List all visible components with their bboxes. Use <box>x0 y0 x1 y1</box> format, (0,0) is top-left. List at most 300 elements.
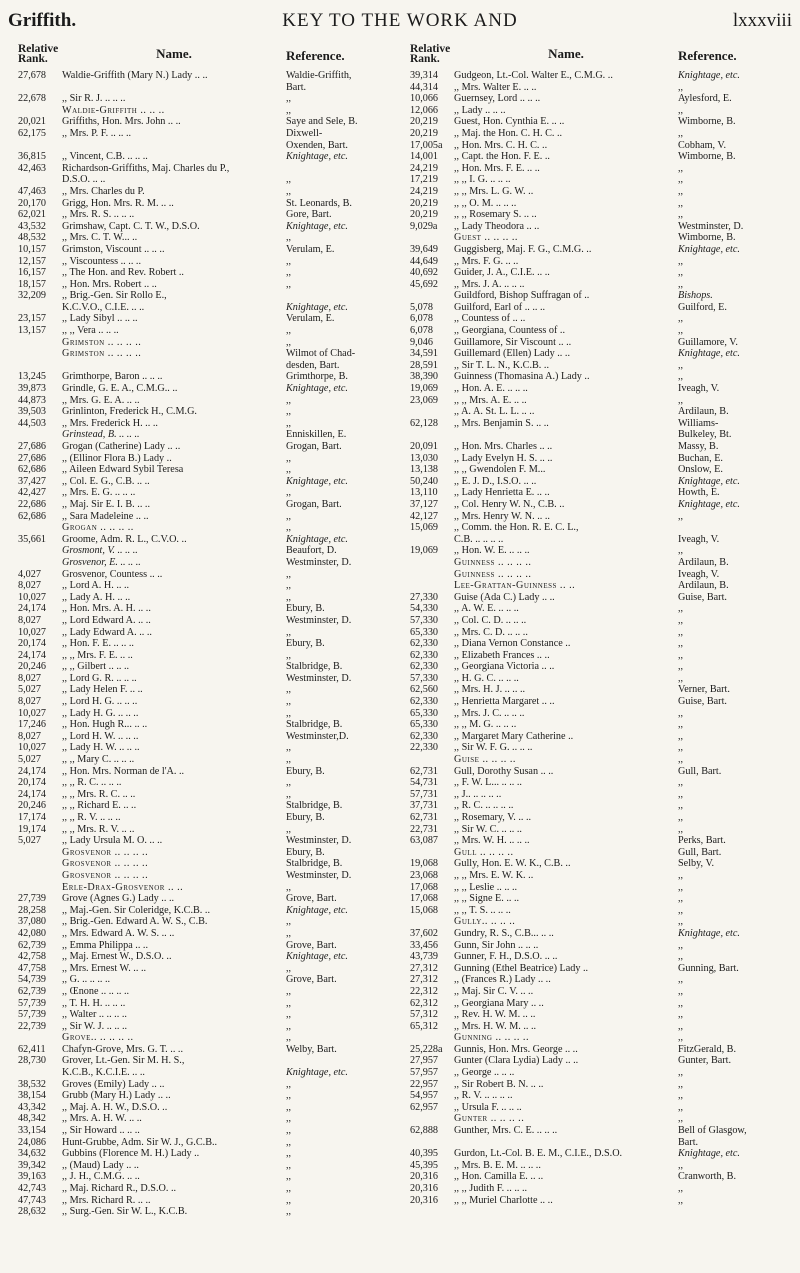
entry-reference: ,, <box>678 394 684 406</box>
header-title: KEY TO THE WORK AND <box>282 10 518 31</box>
entry-row <box>18 221 398 233</box>
entry-rank: 65,330 <box>410 719 439 731</box>
entry-row <box>18 684 398 696</box>
entry-name: Gunther, Mrs. C. E. .. .. .. <box>454 1125 558 1137</box>
entry-reference: Bart. <box>286 81 307 93</box>
entry-row <box>410 940 790 952</box>
entry-row <box>18 1032 398 1044</box>
entry-name <box>454 1137 678 1149</box>
entry-name: Chafyn-Grove, Mrs. G. T. .. .. <box>62 1043 184 1055</box>
entry-name: Gull .. .. .. .. <box>454 846 514 858</box>
entry-row <box>410 70 790 82</box>
entry-rank: 19,069 <box>410 545 439 557</box>
entry-rank <box>410 580 454 592</box>
entry-rank <box>18 870 62 882</box>
entry-name: Grover, Lt.-Gen. Sir M. H. S., <box>62 1055 185 1067</box>
entry-name: ,, Mrs. Charles du P. <box>62 185 145 197</box>
entry-rank: 22,678 <box>18 93 47 105</box>
entry-rank: 38,532 <box>18 1078 47 1090</box>
entry-reference: Ardilaun, B. <box>678 556 729 568</box>
entry-name: ,, Mrs. B. E. M. .. .. .. <box>454 1159 541 1171</box>
entry-reference: ,, <box>286 1009 292 1021</box>
entry-row <box>410 279 790 291</box>
entry-row <box>410 371 790 383</box>
entry-reference: ,, <box>678 881 684 893</box>
entry-row <box>18 70 398 82</box>
entry-name: ,, Col. Henry W. N., C.B. .. <box>454 498 565 510</box>
entry-reference: Verner, Bart. <box>678 684 730 696</box>
entry-name: ,, ,, Mrs. R. C. .. .. <box>62 788 136 800</box>
entry-row <box>18 163 398 175</box>
entry-reference: Perks, Bart. <box>678 835 726 847</box>
entry-reference: Stalbridge, B. <box>286 661 343 673</box>
entry-row <box>18 545 398 557</box>
entry-name: Waldie-Griffith .. .. .. <box>62 104 165 116</box>
header-left-word: Griffith. <box>8 10 77 31</box>
entry-row <box>18 1113 398 1125</box>
entry-reference: ,, <box>286 510 292 522</box>
entry-name: ,, Sir R. J. .. .. .. <box>62 93 126 105</box>
page-number: lxxxviii <box>732 10 792 31</box>
entry-rank: 42,463 <box>18 162 47 174</box>
entry-name: ,, ,, Richard E. .. .. <box>62 800 137 812</box>
entry-rank: 20,219 <box>410 116 439 128</box>
entry-row <box>410 464 790 476</box>
entry-reference: Ardilaun, B. <box>678 406 729 418</box>
entry-rank <box>410 290 454 302</box>
entry-name: ,, Vincent, C.B. .. .. .. <box>62 151 148 163</box>
entry-row <box>18 882 398 894</box>
entry-rank: 8,027 <box>18 614 41 626</box>
entry-reference <box>678 522 790 534</box>
entry-row <box>18 476 398 488</box>
entry-rank: 62,128 <box>410 417 439 429</box>
entry-rank <box>410 916 454 928</box>
entry-rank: 6,078 <box>410 325 433 337</box>
entry-name: ,, Lady H. W. .. .. .. <box>62 742 140 754</box>
entry-name: ,, Viscountess .. .. .. <box>62 255 142 267</box>
entry-reference: ,, <box>678 1113 684 1125</box>
entry-name: Grosvenor, Countess .. .. <box>62 568 163 580</box>
entry-name: ,, ,, Signe E. .. .. <box>454 893 520 905</box>
entry-rank: 20,246 <box>18 661 47 673</box>
entry-rank: 44,503 <box>18 417 47 429</box>
entry-name: ,, ,, O. M. .. .. .. <box>454 197 517 209</box>
entry-rank <box>410 1113 454 1125</box>
entry-row <box>410 441 790 453</box>
entry-name: ,, Sir W. J. .. .. .. <box>62 1020 128 1032</box>
entry-row <box>18 1148 398 1160</box>
entry-reference: Bart. <box>678 1136 699 1148</box>
entry-reference: ,, <box>678 614 684 626</box>
entry-name: ,, ,, Mrs. F. E. .. .. <box>62 649 133 661</box>
entry-reference: ,, <box>678 1032 684 1044</box>
entry-name: ,, Mrs. P. F. .. .. .. <box>62 127 132 139</box>
entry-row <box>18 534 398 546</box>
entry-rank: 62,731 <box>410 812 439 823</box>
entry-row <box>18 905 398 917</box>
entry-name: ,, ,, Mrs. R. V. .. .. <box>62 823 135 835</box>
entry-row <box>18 557 398 569</box>
entry-name: ,, Comm. the Hon. R. E. C. L., <box>454 522 579 534</box>
entry-name: ,, ,, Gwendolen F. M... <box>454 464 546 476</box>
entry-rank: 27,312 <box>410 962 439 974</box>
entry-reference: Oxenden, Bart. <box>286 139 348 151</box>
entry-name: ,, Mrs. Ernest W. .. .. <box>62 962 147 974</box>
entry-row <box>18 615 398 627</box>
entry-name: Guillamore, Sir Viscount .. .. <box>454 336 572 348</box>
entry-reference: ,, <box>678 1090 684 1102</box>
entry-row <box>410 882 790 894</box>
entry-row <box>410 951 790 963</box>
entry-rank: 6,078 <box>410 313 433 325</box>
entry-row <box>410 534 790 546</box>
entry-row <box>18 441 398 453</box>
entry-reference: Grove, Bart. <box>286 974 337 986</box>
entry-name: Guillemard (Ellen) Lady .. .. <box>454 348 570 360</box>
entry-reference: Verulam, E. <box>286 313 335 325</box>
entry-reference: ,, <box>678 1078 684 1090</box>
entry-reference: Buchan, E. <box>678 452 723 464</box>
entry-row <box>18 1195 398 1207</box>
entry-name: ,, Mrs. Richard R. .. .. <box>62 1194 151 1206</box>
entry-reference: Knightage, etc. <box>286 1067 348 1079</box>
entry-row <box>410 256 790 268</box>
entry-row <box>410 766 790 778</box>
entry-row <box>18 719 398 731</box>
entry-name: ,, Mrs. Henry W. N. .. .. <box>454 510 550 522</box>
entry-name: ,, The Hon. and Rev. Robert .. <box>62 267 184 279</box>
entry-name: ,, ,, Mrs. E. W. K. .. <box>454 869 534 881</box>
rank-header: Relative Rank. <box>18 43 59 65</box>
entry-name <box>62 360 286 372</box>
entry-rank: 32,209 <box>18 290 47 302</box>
entry-row <box>18 209 398 221</box>
entry-rank: 20,316 <box>410 1194 439 1206</box>
entry-row <box>18 511 398 523</box>
entry-row <box>18 1055 398 1067</box>
entry-row <box>18 93 398 105</box>
entry-rank: 9,029a <box>410 220 438 232</box>
entry-rank: 24,086 <box>18 1136 47 1148</box>
entry-row <box>410 453 790 465</box>
entry-rank <box>18 82 62 94</box>
entry-name: ,, Brig.-Gen. Sir Rollo E., <box>62 290 167 302</box>
entry-reference: ,, <box>286 962 292 974</box>
entry-reference: Waldie-Griffith, <box>286 70 352 81</box>
entry-name: ,, Hon. Mrs. F. E. .. .. <box>454 162 540 174</box>
entry-reference: ,, <box>678 754 684 766</box>
entry-rank: 57,739 <box>18 1009 47 1021</box>
entry-name: D.S.O. .. .. <box>62 174 106 186</box>
entry-rank: 42,080 <box>18 927 47 939</box>
entry-row <box>410 313 790 325</box>
entry-name: Grubb (Mary H.) Lady .. .. <box>62 1090 171 1102</box>
entry-row <box>410 569 790 581</box>
entry-row <box>18 800 398 812</box>
entry-reference: Onslow, E. <box>678 464 723 476</box>
entry-rank: 34,591 <box>410 348 439 360</box>
entry-rank: 27,739 <box>18 893 47 905</box>
entry-reference: ,, <box>286 696 292 708</box>
entry-name: Gunner, F. H., D.S.O. .. .. <box>454 951 558 963</box>
entry-rank <box>18 1032 62 1044</box>
entry-row <box>410 974 790 986</box>
entry-reference: Grogan, Bart. <box>286 441 342 452</box>
entry-reference: Westminster, D. <box>286 835 352 847</box>
entry-rank: 22,731 <box>410 823 439 835</box>
entry-rank: 5,078 <box>410 301 433 313</box>
entry-rank: 38,154 <box>18 1090 47 1102</box>
entry-reference: Knightage, etc. <box>286 904 348 916</box>
column-headers <box>410 44 790 68</box>
entry-name: ,, Lady Edward A. .. .. <box>62 626 152 638</box>
entry-rank: 13,030 <box>410 452 439 464</box>
entry-row <box>410 1195 790 1207</box>
entry-name: Lee-Grattan-Guinness .. .. <box>454 580 576 592</box>
entry-rank <box>18 348 62 360</box>
entry-row <box>18 464 398 476</box>
entry-name: ,, ,, Judith F. .. .. .. <box>454 1183 528 1194</box>
entry-name: ,, ,, M. G. .. .. .. <box>454 719 517 731</box>
entry-reference: Aylesford, E. <box>678 93 732 105</box>
entry-reference: ,, <box>286 777 292 789</box>
entry-rank: 39,314 <box>410 70 439 81</box>
entry-name: ,, Col. C. D. .. .. .. <box>454 614 527 626</box>
entry-row <box>18 244 398 256</box>
entry-name: Grosvenor .. .. .. .. <box>62 858 149 870</box>
entry-reference <box>286 163 398 175</box>
entry-rank: 38,390 <box>410 371 439 383</box>
entry-row <box>18 592 398 604</box>
entry-name: ,, Emma Philippa .. .. <box>62 939 149 951</box>
entry-rank <box>410 232 454 244</box>
entry-name: ,, J.. .. .. .. .. <box>454 788 502 800</box>
entry-rank: 17,005a <box>410 139 443 151</box>
entry-name: Grove.. .. .. .. .. <box>62 1032 134 1044</box>
entry-reference: ,, <box>678 1067 684 1079</box>
entry-name: Guider, J. A., C.I.E. .. .. <box>454 267 550 279</box>
entry-reference: ,, <box>286 522 292 534</box>
entry-rank: 54,739 <box>18 974 47 986</box>
entry-name: ,, Lady .. .. .. <box>454 104 506 116</box>
entry-rank: 45,692 <box>410 278 439 290</box>
entry-rank: 42,427 <box>18 487 47 499</box>
right-column <box>410 44 790 1206</box>
entry-row <box>410 673 790 685</box>
entry-rank: 33,456 <box>410 939 439 951</box>
entry-rank: 62,312 <box>410 997 439 1009</box>
entry-name: ,, Rev. H. W. M. .. .. <box>454 1009 536 1021</box>
entry-row <box>18 1160 398 1172</box>
entry-rank: 57,330 <box>410 614 439 626</box>
entry-reference: Guise, Bart. <box>678 696 727 708</box>
entry-reference: ,, <box>678 638 684 650</box>
entry-rank <box>18 847 62 859</box>
entry-rank: 27,957 <box>410 1055 439 1067</box>
entry-row <box>410 731 790 743</box>
entry-rank: 24,174 <box>18 788 47 800</box>
entry-name: ,, Hon. A. E. .. .. .. <box>454 383 528 395</box>
entry-row <box>410 1067 790 1079</box>
entry-reference: Grove, Bart. <box>286 893 337 905</box>
entry-reference: Verulam, E. <box>286 243 335 255</box>
entry-rank <box>18 360 62 372</box>
entry-name: ,, Hon. Mrs. A. H. .. .. <box>62 603 151 615</box>
entry-rank: 62,330 <box>410 649 439 661</box>
entry-row <box>410 1125 790 1137</box>
entry-rank: 44,314 <box>410 81 439 93</box>
entry-reference: ,, <box>678 1194 684 1206</box>
entry-reference: ,, <box>286 754 292 766</box>
entry-row <box>18 766 398 778</box>
entry-row <box>410 302 790 314</box>
entry-row <box>410 905 790 917</box>
entry-name: Waldie-Griffith (Mary N.) Lady .. .. <box>62 70 208 81</box>
entry-name: ,, Lady Theodora .. .. <box>454 220 540 232</box>
entry-reference: Bulkeley, Bt. <box>678 429 732 441</box>
entry-row <box>18 1044 398 1056</box>
entry-reference: Williams- <box>678 417 719 429</box>
entry-row <box>410 650 790 662</box>
entry-reference: Guise, Bart. <box>678 591 727 603</box>
entry-name: Groves (Emily) Lady .. .. <box>62 1078 165 1090</box>
entry-name: ,, Ursula F. .. .. .. <box>454 1101 522 1113</box>
entry-rank: 47,743 <box>18 1194 47 1206</box>
entry-reference: Saye and Sele, B. <box>286 116 358 128</box>
entry-row <box>18 337 398 349</box>
entry-rank: 62,175 <box>18 127 47 139</box>
entry-name <box>62 82 286 94</box>
entry-rank: 63,087 <box>410 835 439 847</box>
entry-name: ,, Mrs. G. E. A. .. .. <box>62 394 140 406</box>
entry-reference: ,, <box>286 1171 292 1183</box>
entry-reference: Dixwell- <box>286 127 323 139</box>
entry-rank <box>18 174 62 186</box>
entry-name: ,, ,, Muriel Charlotte .. .. <box>454 1194 553 1206</box>
entry-rank: 27,330 <box>410 591 439 603</box>
entry-rank: 65,330 <box>410 626 439 638</box>
entry-row <box>18 186 398 198</box>
entry-rank: 50,240 <box>410 475 439 487</box>
entry-name: Gudgeon, Lt.-Col. Walter E., C.M.G. .. <box>454 70 613 81</box>
entry-reference: ,, <box>286 1159 292 1171</box>
entry-rank: 27,686 <box>18 452 47 464</box>
entry-name: ,, Mrs. J. C. .. .. .. <box>454 707 525 719</box>
entry-row <box>410 580 790 592</box>
entry-row <box>18 1206 398 1218</box>
entry-row <box>18 1067 398 1079</box>
entry-reference: ,, <box>286 916 292 928</box>
entry-name: ,, E. J. D., I.S.O. .. .. <box>454 475 537 487</box>
entry-name: Richardson-Griffiths, Maj. Charles du P., <box>62 162 230 174</box>
entry-reference: ,, <box>286 591 292 603</box>
entry-reference: ,, <box>678 185 684 197</box>
entry-rank: 10,027 <box>18 707 47 719</box>
entry-row <box>18 1102 398 1114</box>
entry-name: ,, ,, I. G. .. .. .. <box>454 174 511 186</box>
entry-rank: 62,739 <box>18 985 47 997</box>
entry-row <box>18 105 398 117</box>
right-entries <box>410 70 790 1206</box>
entry-rank: 4,027 <box>18 568 41 580</box>
entry-name: ,, Maj.-Gen. Sir Coleridge, K.C.B. .. <box>62 904 210 916</box>
entry-row <box>410 209 790 221</box>
entry-reference: Enniskillen, E. <box>286 429 347 441</box>
entry-reference: Knightage, etc. <box>286 220 348 232</box>
entry-name: Guilford, Earl of .. .. .. <box>454 301 546 313</box>
entry-rank: 22,686 <box>18 498 47 510</box>
entry-rank: 27,686 <box>18 441 47 452</box>
entry-rank: 16,157 <box>18 267 47 279</box>
entry-row <box>18 82 398 94</box>
entry-rank: 13,138 <box>410 464 439 476</box>
entry-row <box>18 290 398 302</box>
entry-rank: 36,815 <box>18 151 47 163</box>
entry-rank: 20,170 <box>18 197 47 209</box>
entry-name: ,, Sara Madeleine .. .. <box>62 510 149 522</box>
entry-name: Guernsey, Lord .. .. .. <box>454 93 541 105</box>
entry-row <box>18 835 398 847</box>
entry-name: ,, Mrs. A. H. W. .. .. <box>62 1113 142 1125</box>
entry-row <box>410 267 790 279</box>
entry-rank <box>18 337 62 349</box>
entry-name: ,, Maj. Sir E. I. B. .. .. <box>62 498 151 510</box>
entry-rank: 62,021 <box>18 209 47 221</box>
entry-row <box>410 986 790 998</box>
entry-row <box>410 429 790 441</box>
entry-row <box>410 418 790 430</box>
entry-name: ,, Lady Henrietta E. .. .. <box>454 487 550 499</box>
entry-reference: Grimthorpe, B. <box>286 371 348 383</box>
entry-rank: 43,532 <box>18 220 47 232</box>
entry-reference: ,, <box>678 788 684 800</box>
entry-row <box>410 719 790 731</box>
entry-reference: Massy, B. <box>678 441 719 452</box>
entry-rank: 65,312 <box>410 1020 439 1032</box>
entry-rank: 17,068 <box>410 893 439 905</box>
entry-name: Guggisberg, Maj. F. G., C.M.G. .. <box>454 243 592 255</box>
entry-name: ,, Brig.-Gen. Edward A. W. S., C.B. <box>62 916 208 928</box>
entry-name: ,, Hon. Hugh R... .. .. <box>62 719 148 731</box>
entry-row <box>410 522 790 534</box>
entry-rank <box>410 534 454 546</box>
entry-rank: 12,157 <box>18 255 47 267</box>
entry-row <box>18 673 398 685</box>
entry-name: Groome, Adm. R. L., C.V.O. .. <box>62 533 187 545</box>
entry-name: ,, Diana Vernon Constance .. <box>454 638 571 650</box>
entry-row <box>410 163 790 175</box>
left-column <box>18 44 398 1218</box>
entry-reference: ,, <box>678 951 684 963</box>
entry-reference: Westminster,D. <box>286 730 349 742</box>
entry-row <box>18 963 398 975</box>
entry-rank: 65,330 <box>410 707 439 719</box>
entry-reference: ,, <box>678 255 684 267</box>
name-header: Name. <box>156 46 192 61</box>
entry-name: ,, ,, Mrs. A. E. .. .. <box>454 394 527 406</box>
entry-reference: ,, <box>678 197 684 209</box>
entry-reference: Cranworth, B. <box>678 1171 737 1183</box>
entry-row <box>18 360 398 372</box>
entry-rank: 28,632 <box>18 1206 47 1218</box>
entry-rank: 62,330 <box>410 661 439 673</box>
entry-row <box>18 986 398 998</box>
entry-reference: ,, <box>286 1090 292 1102</box>
entry-name: ,, Lady Evelyn H. S. .. .. <box>454 452 553 464</box>
entry-rank: 13,245 <box>18 371 47 383</box>
entry-reference: Stalbridge, B. <box>286 858 343 870</box>
